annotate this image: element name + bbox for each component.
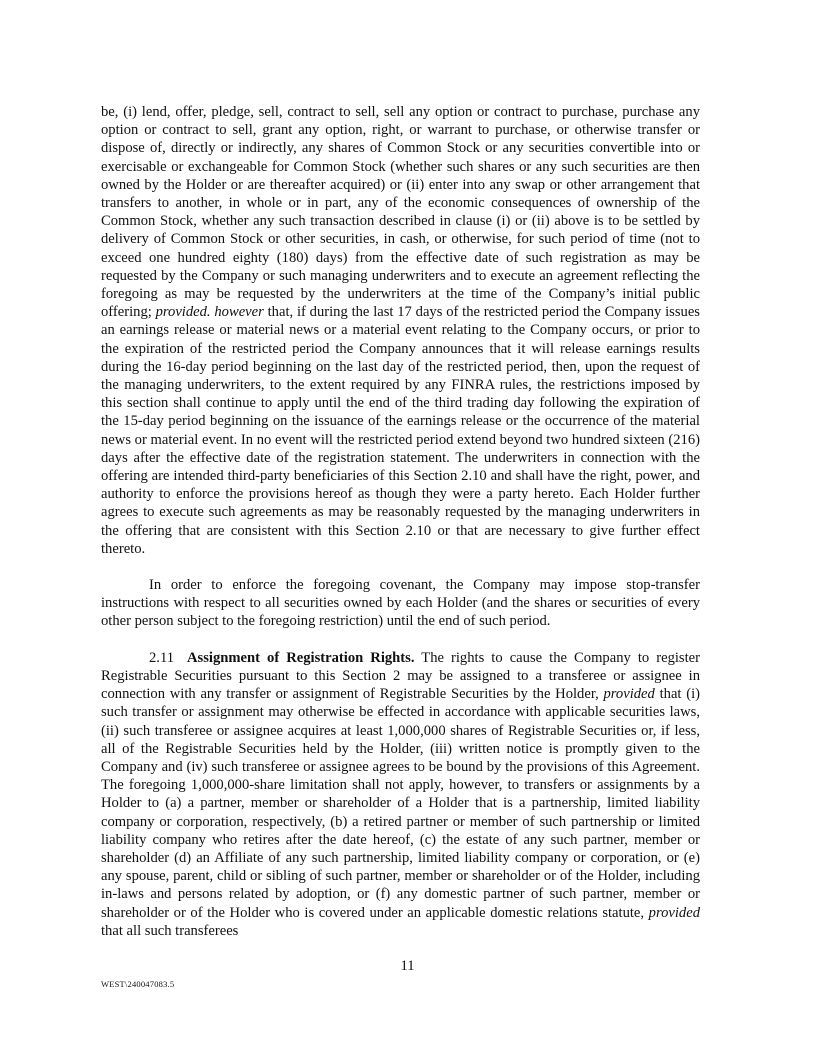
text-run: that all such transferees xyxy=(101,922,239,939)
page-number: 11 xyxy=(400,958,415,974)
text-run: that (i) such transfer or assignment may otherwise be effected in accordance with applicable securities laws, (ii) such transferee or assignee acquires at least 1,000,000 shares of Registrable Securities or, if less, all of the Registrable Securities held by the Holder, (iii) written notice is promptly given to the Company and (iv) such transferee or assignee agrees to be bound by the provisions of this Agreement. The foregoing 1,000,000-share limitation shall not apply, however, to transfers or assignments by a Holder to (a) a partner, member or shareholder of a Holder that is a partnership, limited liability company or corporation, respectively, (b) a retired partner or member of such partnership or limited liability company who retires after the date hereof, (c) the estate of any such partner, member or shareholder (d) an Affiliate of any such partnership, limited liability company or corporation, or (e) any spouse, parent, child or sibling of such partner, member or shareholder or of the Holder, including in-laws and persons related by adoption, or (f) any domestic partner of such partner, member or shareholder or of the Holder who is covered under an applicable domestic relations statute, xyxy=(101,686,700,921)
document-body xyxy=(101,103,700,940)
section-2-11 xyxy=(101,649,700,940)
text-run: be, (i) lend, offer, pledge, sell, contract to sell, sell any option or contract to purchase, purchase any option or contract to sell, grant any option, right, or warrant to purchase, or otherwise transfer or dispose of, directly or indirectly, any shares of Common Stock or any securities convertible into or exercisable or exchangeable for Common Stock (whether such shares or any such securities are then owned by the Holder or are thereafter acquired) or (ii) enter into any swap or other arrangement that transfers to another, in whole or in part, any of the economic consequences of ownership of the Common Stock, whether any such transaction described in clause (i) or (ii) above is to be settled by delivery of Common Stock or other securities, in cash, or otherwise, for such period of time (not to exceed one hundred eighty (180) days) from the effective date of such registration as may be requested by the Company or such managing underwriters and to execute an agreement reflecting the foregoing as may be requested by the underwriters at the time of the Company’s initial public offering; xyxy=(101,104,700,321)
text-run: that, if during the last 17 days of the restricted period the Company issues an earnings release or material news or a material event relating to the Company occurs, or prior to the expiration of the restricted period the Company announces that it will release earnings results during the 16-day period beginning on the last day of the restricted period, then, upon the request of the managing underwriters, to the extent required by any FINRA rules, the restrictions imposed by this section shall continue to apply until the end of the third trading day following the expiration of the 15-day period beginning on the issuance of the earnings release or the occurrence of the material news or material event. In no event will the restricted period extend beyond two hundred sixteen (216) days after the effective date of the registration statement. The underwriters in connection with the offering are intended third-party beneficiaries of this Section 2.10 and shall have the right, power, and authority to enforce the provisions hereof as though they were a party hereto. Each Holder further agrees to execute such agreements as may be reasonably requested by the managing underwriters in the offering that are consistent with this Section 2.10 or that are necessary to give further effect thereto. xyxy=(101,304,700,557)
paragraph-stop-transfer: In order to enforce the foregoing covenant, the Company may impose stop-transfer instructions with respect to all securities owned by each Holder (and the shares or securities of every other person subject to the foregoing restriction) until the end of such period. xyxy=(101,577,700,630)
italic-term: provided xyxy=(648,904,700,921)
paragraph-lockup-continuation xyxy=(101,103,700,558)
section-number: 2.11 xyxy=(149,649,174,666)
document-id-footer: WEST\240047083.5 xyxy=(101,979,175,989)
italic-term: provided xyxy=(603,686,655,703)
text-run: The rights to cause the Company to register Registrable Securities pursuant to this Section 2 may be assigned to a transferee or assignee in connection with any transfer or assignment of Registrable Securities by the Holder, xyxy=(101,649,700,703)
section-title: Assignment of Registration Rights. xyxy=(187,649,415,666)
italic-term: provided. however xyxy=(155,304,264,321)
